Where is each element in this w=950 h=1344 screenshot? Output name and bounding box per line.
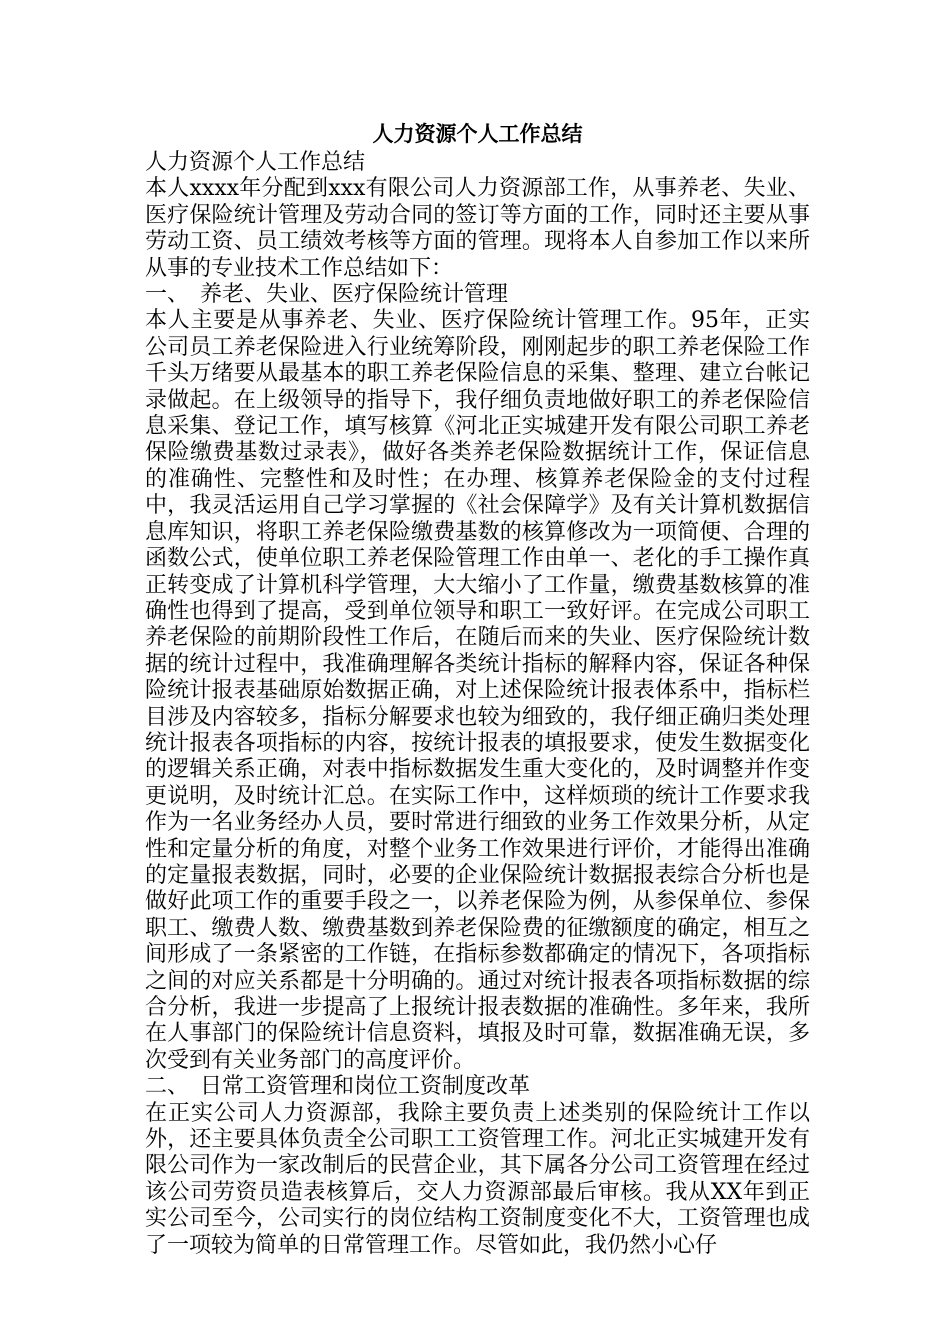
subtitle-paragraph: 人力资源个人工作总结 (145, 150, 366, 175)
document-page (145, 118, 810, 1259)
section-1-body: 本人主要是从事养老、失业、医疗保险统计管理工作。95年，正实公司员工养老保险进入行业统筹阶段，刚刚起步的职工养老保险工作千头万绪要从最基本的职工养老保险信息的采集、整理、建立台帐记录做起。在上级领导的指导下，我仔细负责地做好职工的养老保险信息采集、登记工作，填写核算《河北正实城建开发有限公司职工养老保险缴费基数过录表》，做好各类养老保险数据统计工作，保证信息的准确性、完整性和及时性；在办理、核算养老保险金的支付过程中，我灵活运用自己学习掌握的《社会保障学》及有关计算机数据信息库知识，将职工养老保险缴费基数的核算修改为一项简便、合理的函数公式，使单位职工养老保险管理工作由单一、老化的手工操作真正转变成了计算机科学管理，大大缩小了工作量，缴费基数核算的准确性也得到了提高，受到单位领导和职工一致好评。在完成公司职工养老保险的前期阶段性工作后，在随后而来的失业、医疗保险统计数据的统计过程中，我准确理解各类统计指标的解释内容，保证各种保险统计报表基础原始数据正确，对上述保险统计报表体系中，指标栏目涉及内容较多，指标分解要求也较为细致的，我仔细正确归类处理统计报表各项指标的内容，按统计报表的填报要求，使发生数据变化的逻辑关系正确，对表中指标数据发生重大变化的，及时调整并作变更说明，及时统计汇总。在实际工作中，这样烦琐的统计工作要求我作为一名业务经办人员，要时常进行细致的业务工作效果分析，从定性和定量分析的角度，对整个业务工作效果进行评价，才能得出准确的定量报表数据，同时，必要的企业保险统计数据报表综合分析也是做好此项工作的重要手段之一，以养老保险为例，从参保单位、参保职工、缴费人数、缴费基数到养老保险费的征缴额度的确定，相互之间形成了一条紧密的工作链，在指标参数都确定的情况下，各项指标之间的对应关系都是十分明确的。通过对统计报表各项指标数据的综合分析，我进一步提高了上报统计报表数据的准确性。多年来，我所在人事部门的保险统计信息资料，填报及时可靠，数据准确无误，多次受到有关业务部门的高度评价。 (145, 308, 810, 1073)
section-heading-1: 一、 养老、失业、医疗保险统计管理 (145, 282, 509, 308)
intro-paragraph: 本人xxxx年分配到xxx有限公司人力资源部工作，从事养老、失业、医疗保险统计管理及劳动合同的签订等方面的工作，同时还主要从事劳动工资、员工绩效考核等方面的管理。现将本人自参加工作以来所从事的专业技术工作总结如下： (145, 176, 810, 281)
document-title: 人力资源个人工作总结 (372, 121, 583, 146)
section-heading-2: 二、 日常工资管理和岗位工资制度改革 (145, 1074, 531, 1100)
section-2-body: 在正实公司人力资源部，我除主要负责上述类别的保险统计工作以外，还主要具体负责全公司职工工资管理工作。河北正实城建开发有限公司作为一家改制后的民营企业，其下属各分公司工资管理在经过该公司劳资员造表核算后，交人力资源部最后审核。我从XX年到正实公司至今，公司实行的岗位结构工资制度变化不大，工资管理也成了一项较为简单的日常管理工作。尽管如此，我仍然小心仔 (145, 1100, 810, 1258)
